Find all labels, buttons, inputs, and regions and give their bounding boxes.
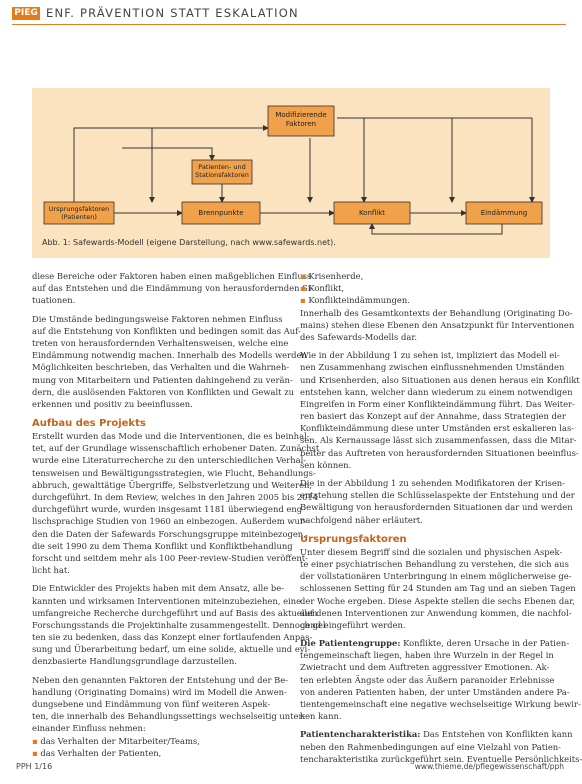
text-line: Die Umstände bedingungsweise Faktoren nehmen Einfluss [32,313,283,324]
text-line: sung und Überarbeitung bedarf, um eine solide, aktuelle und evi- [32,644,311,655]
text-line: diese Bereiche oder Faktoren haben einen maßgeblichen Einfluss [32,271,312,281]
text-line: Unter diesem Begriff sind die sozialen und physischen Aspek- [300,546,563,557]
paragraph-2 [32,313,307,411]
text-line: abbruch, gewalttätige Übergriffe, Selbstverletzung und Weiteren, [32,479,313,490]
text-line: licht hat. [32,565,70,576]
box-origin-text: Ursprungsfaktoren (Patienten) [48,205,110,221]
text-line: sen können. [300,459,352,470]
text-line: und Krisenherden, also Situationen aus denen heraus ein Konflikt [300,374,580,385]
box-flashpoints-text: Brennpunkte [198,209,244,217]
text-line: nachfolgend näher erläutert. [300,514,423,525]
page-number: PPH 1/16 [16,762,53,771]
box-containment-text: Eindämmung [480,209,528,217]
paragraph-3 [32,430,320,576]
text-line: gend eingeführt werden. [300,619,406,630]
text-line: tengemeinschaft liegen, haben ihre Wurzeln in der Regel in [300,650,554,661]
text-line: durchgeführt wurde, wurden insgesamt 1181 überwiegend eng- [32,504,305,515]
paragraph-r2 [300,349,580,471]
text-line: die seit 1990 zu dem Thema Konflikt und Konfliktbehandlung [32,540,293,551]
text-line: Neben den genannten Faktoren der Entstehung und der Be- [32,674,289,685]
text-line: entstehung stellen die Schlüsselaspekte der Entstehung und der [300,490,575,501]
text-line: Wie in der Abbildung 1 zu sehen ist, impliziert das Modell ei- [300,350,560,361]
safewards-figure [32,88,550,258]
text-line: Die in der Abbildung 1 zu sehenden Modifikatoren der Krisen- [300,478,565,488]
page-header [12,6,566,32]
figure-caption: Abb. 1: Safewards-Modell (eigene Darstellung, nach www.safewards.net). [42,238,336,247]
running-title: ENF. PRÄVENTION STATT ESKALATION [46,6,299,20]
text-line: tensweisen und Bewältigungsstrategien, wie Flucht, Behandlungs- [32,467,316,478]
p6-first-line: Das Entstehen von Konflikten kann [423,729,573,740]
text-line: des Safewards-Modells dar. [300,331,418,342]
column-right [300,270,582,765]
text-line: dungsebene und Eindämmung von fünf weiteren Aspek- [32,699,271,709]
text-line: ten, die innerhalb des Behandlungssettings wechselseitig unter- [32,711,306,722]
text-line: einander Einfluss nehmen: [32,723,146,734]
bullet-item: ▪ Konflikt, [300,282,552,294]
text-line: Möglichkeiten beschrieben, das Verhalten und die Wahrneh- [32,362,290,373]
paragraph-r4 [300,546,576,631]
text-line: durchgeführt. In dem Review, welches in den Jahren 2005 bis 2014 [32,492,319,502]
box-modifier-text: Modifizierende Faktoren [275,111,327,128]
text-line: Eingreifen in Form einer Konflikteindämmung führt. Das Weiter- [300,398,575,409]
text-line: Forschungsstands die Projektinhalte zusammengestellt. Dennoch gel- [32,619,329,630]
text-line: te einer psychiatrischen Behandlung zu verstehen, die sich aus [300,558,569,569]
paragraph-4 [32,582,329,667]
text-line: dern, die auslösenden Faktoren von Konflikten und Gewalt zu [32,386,295,397]
text-line: lischsprachige Studien von 1960 an einbezogen. Außerdem wur- [32,516,307,527]
text-line: wurde eine Literaturrecherche zu den unterschiedlichen Verhal- [32,455,307,466]
box-patient-factors-text: Patienten- und Stationsfaktoren [195,163,249,179]
paragraph-r1 [300,307,575,344]
text-line: forscht und seitdem mehr als 100 Peer-review-Studien veröffent- [32,552,308,563]
text-line: sen. Als Kernaussage lässt sich zusammenfassen, dass die Mitar- [300,435,577,446]
text-line: handlung (Originating Domains) wird im Modell die Anwen- [32,686,287,697]
footer-url[interactable]: www.thieme.de/pflegewissenschaft/pph [414,762,564,771]
text-line: ten erlebten Ängste oder das Äußern paranoider Erlebnisse [300,674,555,685]
text-line: beiter das Auftreten von herausfordernden Situationen beeinflus- [300,447,579,458]
p5-first-line: Konflikte, deren Ursache in der Patien- [403,638,570,649]
bullet-list-right [300,270,552,307]
paragraph-r6-first [300,728,573,740]
text-line: erkennen und positiv zu beeinflussen. [32,398,193,409]
section-tag: PIEG [12,7,40,20]
bullet-item: ▪ das Verhalten der Mitarbeiter/Teams, [32,735,282,747]
paragraph-r5 [300,649,581,722]
bullet-list-left [32,735,282,759]
text-line: umfangreiche Recherche durchgeführt und auf Basis des aktuellen [32,607,318,618]
text-line: denzbasierte Handlungsgrundlage darzustellen. [32,656,237,667]
header-rule [12,24,566,25]
bullet-item: ▪ das Verhalten der Patienten, [32,747,282,759]
text-line: Erstellt wurden das Mode und die Interventionen, die es beinhal- [32,431,310,442]
text-line: ren basiert das Konzept auf der Annahme, dass Strategien der [300,411,566,422]
lead-patient-group: Die Patientengruppe: [300,638,401,649]
text-line: auf denen Interventionen zur Anwendung kommen, die nachfol- [300,607,572,618]
text-line: tientengemeinschaft eine negative wechselseitige Wirkung bewir- [300,699,581,709]
bullet-item: ▪ Konflikteindämmungen. [300,294,552,306]
paragraph-r5-first [300,637,570,649]
paragraph-r3 [300,477,575,526]
text-line: Bewältigung von herausfordernden Situationen dar und werden [300,502,573,513]
text-line: tuationen. [32,295,76,306]
heading-origin-factors: Ursprungsfaktoren [300,533,407,545]
text-line: auf die Entstehung von Konflikten und bedingen somit das Auf- [32,325,301,336]
text-line: der vollstationären Unterbringung in einem möglicherweise ge- [300,571,572,582]
text-line: kannten und wirksamen Interventionen miteinzubeziehen, eine [32,595,302,606]
text-line: treten von herausfordernden Verhaltensweisen, welche eine [32,337,289,348]
paragraph-intro [32,270,314,307]
text-line: schlossenen Setting für 24 Stunden am Tag und an sieben Tagen [300,583,576,594]
text-line: tencharakteristika zurückgeführt sein. Eventuelle Persönlichkeits- [300,753,582,764]
text-line: Zwietracht und dem Auftreten aggressiver Emotionen. Ak- [300,662,550,673]
safewards-diagram [32,88,550,258]
paragraph-5 [32,674,306,735]
text-line: mains) stehen diese Ebenen den Ansatzpunkt für Interventionen [300,319,575,330]
text-line: Eindämmung notwendig machen. Innerhalb des Modells werden [32,350,307,361]
text-line: der Woche ergeben. Diese Aspekte stellen die sechs Ebenen dar, [300,595,575,606]
text-line: entstehen kann, welcher dann wiederum zu einem notwendigen [300,386,573,397]
text-line: von anderen Patienten haben, der unter Umständen andere Pa- [300,686,570,697]
text-line: neben den Rahmenbedingungen auf eine Vielzahl von Patien- [300,741,562,752]
text-line: mung von Mitarbeitern und Patienten dahingehend zu verän- [32,374,293,385]
text-line: Innerhalb des Gesamtkontexts der Behandlung (Originating Do- [300,307,573,318]
text-line: ten sie zu bedenken, dass das Konzept einer fortlaufenden Anpas- [32,632,313,643]
heading-project: Aufbau des Projekts [32,418,146,430]
text-line: ken kann. [300,711,342,722]
text-line: auf das Entstehen und die Eindämmung von herausfordernden Si- [32,283,314,294]
lead-patient-characteristics: Patientencharakteristika: [300,729,421,740]
bullet-item: ▪ Krisenherde, [300,270,552,282]
box-conflict-text: Konflikt [358,209,386,217]
text-line: Die Entwickler des Projekts haben mit dem Ansatz, alle be- [32,583,284,594]
text-line: Konflikteindämmung diese unter Umständen erst eskalieren las- [300,423,575,434]
text-line: den die Daten der Safewards Forschungsgruppe miteinbezogen, [32,528,306,539]
text-line: tet, auf der Grundlage wissenschaftlich erhobener Daten. Zunächst [32,443,320,454]
text-line: nen Zusammenhang zwischen einflussnehmenden Umständen [300,362,565,373]
